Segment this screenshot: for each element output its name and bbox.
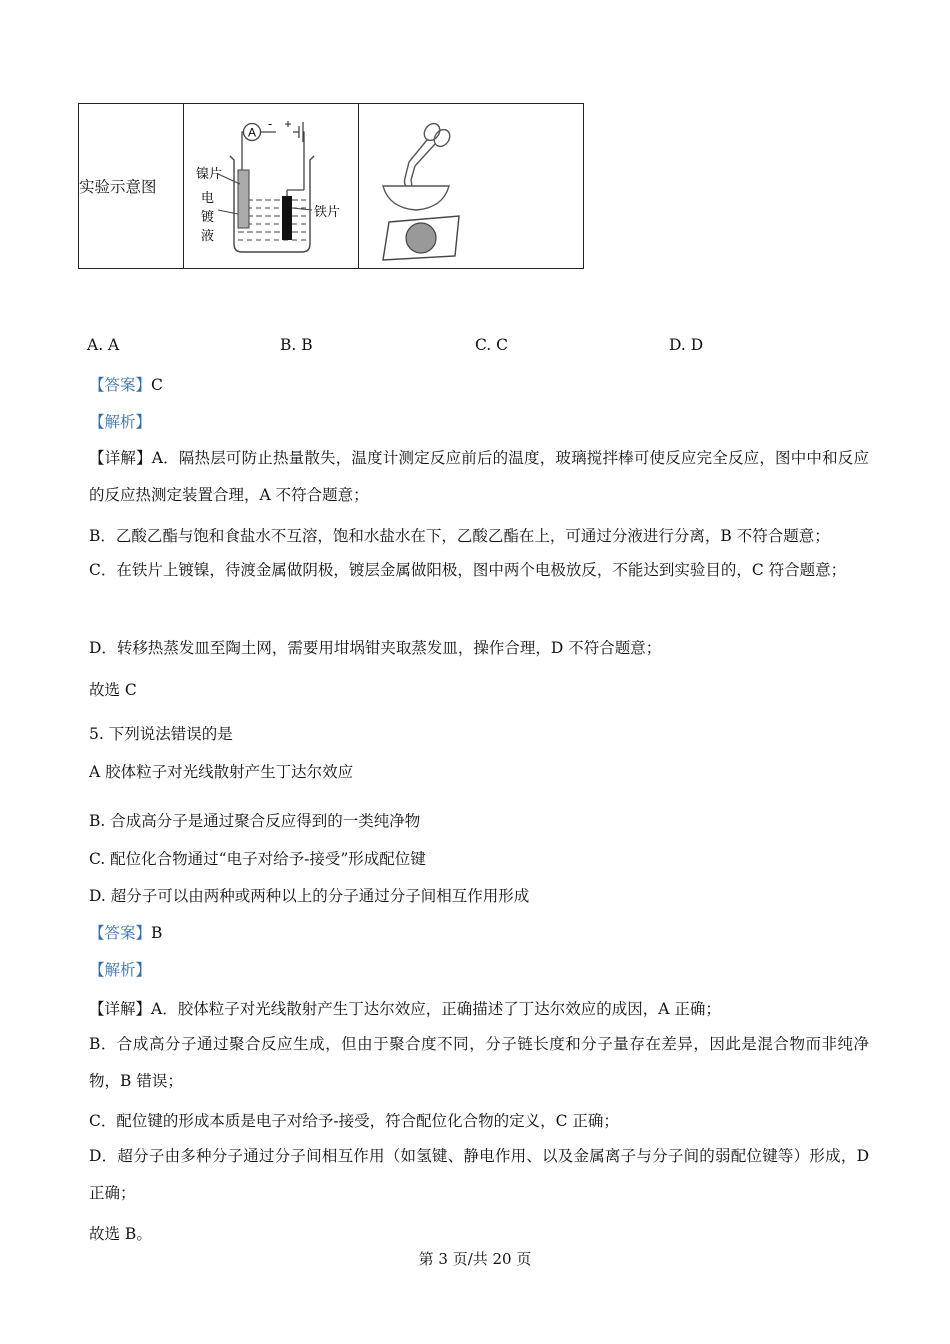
crucible-tongs-diagram (359, 104, 584, 269)
q5-option-d: D. 超分子可以由两种或两种以上的分子通过分子间相互作用形成 (89, 887, 530, 905)
crucible-tongs-figure (359, 104, 583, 264)
answer-tag: 【答案】 (89, 924, 152, 942)
option-b: B. B (280, 336, 313, 354)
solution-label-2: 镀 (201, 210, 215, 225)
crucible-tongs-icon (405, 121, 453, 190)
minus-label: - (267, 116, 273, 131)
q5-detail-c: C．配位键的形成本质是电子对给予-接受，符合配位化合物的定义，C 正确； (89, 1112, 619, 1130)
evaporating-dish-icon (383, 186, 449, 210)
iron-electrode (282, 196, 292, 240)
experiment-table (78, 103, 584, 269)
q5-answer (89, 921, 162, 943)
answer-tag: 【答案】 (89, 376, 152, 394)
option-d: D. D (669, 336, 704, 354)
q4-conclusion: 故选 C (89, 681, 137, 699)
q5-option-c: C. 配位化合物通过“电子对给予-接受”形成配位键 (89, 850, 426, 868)
detail-tag: 【详解】 (89, 1000, 152, 1018)
answer-value: B (151, 924, 163, 942)
electroplating-figure (184, 104, 358, 264)
q5-analysis-tag: 【解析】 (89, 961, 152, 979)
q5-detail-a (89, 997, 721, 1019)
q4-analysis-tag: 【解析】 (89, 413, 152, 431)
solution-label-3: 液 (201, 229, 215, 244)
nickel-electrode (238, 170, 249, 228)
detail-a-text: A．隔热层可防止热量散失，温度计测定反应前后的温度，玻璃搅拌棒可使反应完全反应，图中中和反应的反应热测定装置合理，A 不符合题意； (89, 449, 869, 504)
option-c: C. C (475, 336, 509, 354)
q4-detail-a (89, 440, 869, 514)
q4-detail-d: D．转移热蒸发皿至陶土网，需要用坩埚钳夹取蒸发皿，操作合理，D 不符合题意； (89, 639, 662, 657)
table-row-label: 实验示意图 (79, 104, 184, 269)
detail-tag: 【详解】 (89, 449, 152, 467)
page-footer: 第 3 页/共 20 页 (418, 1250, 532, 1268)
q4-answer (89, 373, 163, 395)
electroplating-diagram (184, 104, 359, 269)
nickel-label: 镍片 (196, 167, 223, 182)
ammeter-label: A (247, 125, 257, 140)
solution-label-1: 电 (201, 191, 215, 206)
iron-label: 铁片 (314, 205, 341, 220)
q5-detail-b: B．合成高分子通过聚合反应生成，但由于聚合度不同，分子链长度和分子量存在差异，因此是混合物而非纯净物，B 错误； (89, 1035, 869, 1090)
answer-value: C (151, 376, 163, 394)
q5-option-b: B. 合成高分子是通过聚合反应得到的一类纯净物 (89, 812, 421, 830)
plus-label: + (284, 117, 292, 131)
q4-detail-b: B．乙酸乙酯与饱和食盐水不互溶，饱和水盐水在下，乙酸乙酯在上，可通过分液进行分离，B 不符合题意； (89, 527, 830, 545)
q5-detail-d: D．超分子由多种分子通过分子间相互作用（如氢键、静电作用、以及金属离子与分子间的弱配位键等）形成，D 正确； (89, 1147, 869, 1202)
option-a: A. A (87, 336, 120, 354)
q5-conclusion: 故选 B。 (89, 1225, 152, 1243)
q5-option-a: A 胶体粒子对光线散射产生丁达尔效应 (89, 763, 354, 781)
q5-stem: 5. 下列说法错误的是 (89, 725, 233, 743)
detail-a-text: A．胶体粒子对光线散射产生丁达尔效应，正确描述了丁达尔效应的成因，A 正确； (151, 1000, 721, 1018)
q4-detail-c: C．在铁片上镀镍，待渡金属做阴极，镀层金属做阳极，图中两个电极放反，不能达到实验目的，C 符合题意； (89, 561, 847, 579)
